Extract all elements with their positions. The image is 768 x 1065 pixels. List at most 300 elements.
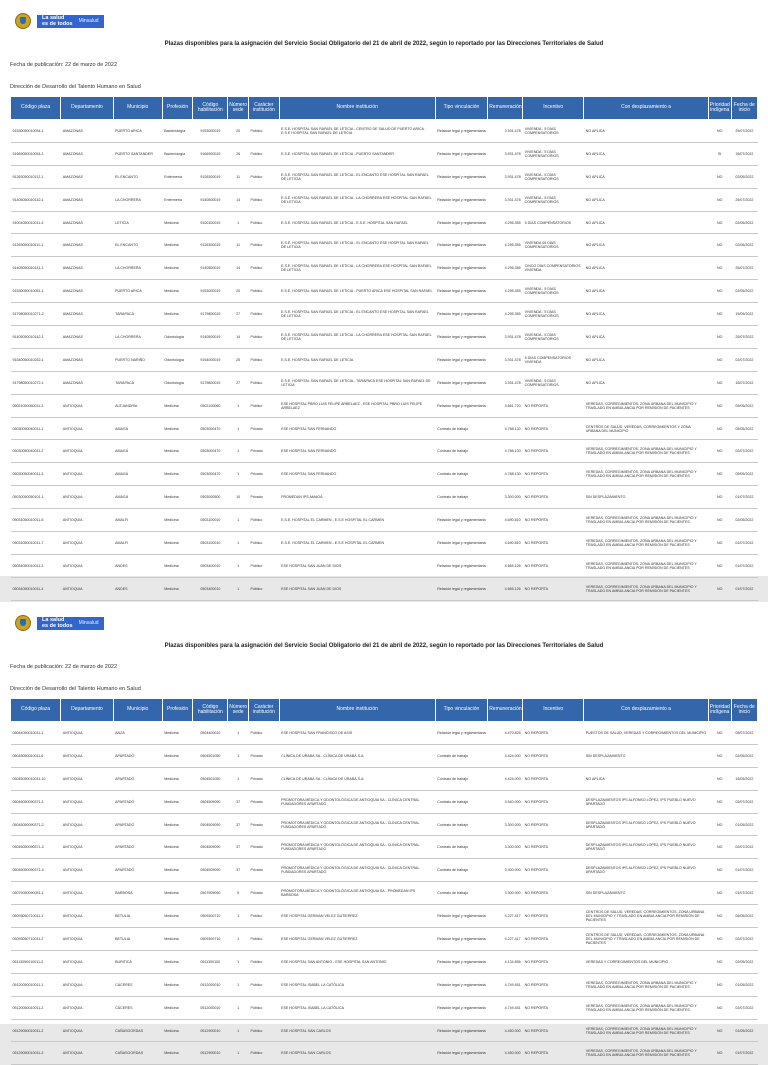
cell-incentivo: NO REPORTA	[523, 882, 584, 905]
cell-nombre-institucion: ESE HOSPITAL SAN FERNANDO	[279, 417, 435, 440]
column-header-departamento: Departamento	[61, 97, 113, 120]
cell-codigo-plaza: 05093050710011-1	[11, 905, 61, 928]
cell-codigo-plaza: 05030050040011-1	[11, 417, 61, 440]
directorate-name: Dirección de Desarrollo del Talento Humano en Salud	[10, 84, 141, 90]
cell-prioridad-indigena: NO	[708, 440, 731, 463]
table-row	[11, 371, 758, 394]
cell-caracter-institucion: Privado	[249, 417, 280, 440]
column-header-municipio: Municipio	[113, 699, 162, 722]
cell-profesion: Medicina	[162, 950, 193, 973]
column-header-prioridad-indigena: Prioridad indígena	[708, 699, 731, 722]
cell-incentivo: NO REPORTA	[523, 928, 584, 951]
cell-tipo-vinculacion: Contrato de trabajo	[435, 859, 487, 882]
cell-fecha-inicio: 01/07/2022	[731, 554, 757, 577]
cell-fecha-inicio: 05/05/2022	[731, 417, 757, 440]
cell-profesion: Medicina	[162, 882, 193, 905]
cell-codigo-habilitacion: 0512900010	[193, 1019, 228, 1042]
cell-nombre-institucion: E.S.E. HOSPITAL EL CARMEN - E.S.E HOSPITAL EL CARMEN	[279, 532, 435, 555]
cell-con-desplazamiento: DESPLAZAMIENTOS IPS ALFONSO LÓPEZ, IPS PUEBLO NUEVO APARTADÓ	[584, 790, 709, 813]
cell-profesion: Medicina	[162, 836, 193, 859]
cell-tipo-vinculacion: Relación legal y reglamentaria	[435, 211, 487, 234]
cell-codigo-habilitacion: 0504509090	[193, 813, 228, 836]
cell-tipo-vinculacion: Relación legal y reglamentaria	[435, 394, 487, 417]
cell-numero-sede: 5	[228, 882, 249, 905]
column-header-fecha-inicio: Fecha de inicio	[731, 699, 757, 722]
cell-numero-sede: 37	[228, 813, 249, 836]
cell-prioridad-indigena: NO	[708, 767, 731, 790]
cell-remuneracion: 4.450.000	[488, 1042, 523, 1065]
cell-caracter-institucion: Público	[249, 394, 280, 417]
ministry-name: Minsalud	[78, 18, 99, 24]
cell-incentivo: NO REPORTA	[523, 509, 584, 532]
cell-departamento: AMAZONAS	[61, 371, 113, 394]
cell-numero-sede: 1	[228, 1042, 249, 1065]
cell-incentivo: CINCO DÍAS COMPENSATORIOS VIVIENDA	[523, 257, 584, 280]
cell-profesion: Odontología	[162, 348, 193, 371]
cell-codigo-plaza: 91405050010141-1	[11, 257, 61, 280]
cell-numero-sede: 1	[228, 950, 249, 973]
cell-fecha-inicio: 05/05/2022	[731, 463, 757, 486]
cell-remuneracion: 3.931.478	[488, 120, 523, 143]
cell-profesion: Medicina	[162, 813, 193, 836]
cell-con-desplazamiento: SIN DESPLAZAMIENTO	[584, 486, 709, 509]
cell-remuneracion: 3.300.000	[488, 836, 523, 859]
cell-numero-sede: 1	[228, 463, 249, 486]
cell-remuneracion: 4.788.130	[488, 463, 523, 486]
cell-con-desplazamiento: VEREDAS, CORREGIMIENTOS, ZONA URBANA DEL MUNICIPIO Y TRASLADO EN AMBULANCIA POR REMISIÓN DE PACIENTES	[584, 1019, 709, 1042]
cell-tipo-vinculacion: Relación legal y reglamentaria	[435, 142, 487, 165]
cell-municipio: EL ENCANTO	[113, 165, 162, 188]
column-header-caracter-institucion: Carácter institución	[249, 699, 280, 722]
cell-con-desplazamiento: PUESTOS DE SALUD, VEREDAS Y CORREGIMIENTOS DEL MUNICIPIO	[584, 722, 709, 745]
cell-codigo-habilitacion: 9166900019	[193, 142, 228, 165]
cell-tipo-vinculacion: Contrato de trabajo	[435, 790, 487, 813]
cell-con-desplazamiento: NO APLICA	[584, 280, 709, 303]
cell-codigo-habilitacion: 9140500019	[193, 188, 228, 211]
cell-numero-sede: 14	[228, 188, 249, 211]
cell-codigo-plaza: 05129050010011-2	[11, 1019, 61, 1042]
cell-codigo-plaza: 05113050010011-2	[11, 950, 61, 973]
cell-caracter-institucion: Privado	[249, 859, 280, 882]
cell-codigo-plaza: 91263050010111-1	[11, 234, 61, 257]
cell-codigo-plaza: 05031050010011-5	[11, 509, 61, 532]
column-header-departamento: Departamento	[61, 699, 113, 722]
cell-remuneracion: 4.788.130	[488, 440, 523, 463]
cell-codigo-habilitacion: 0503000500	[193, 486, 228, 509]
table-row	[11, 142, 758, 165]
cell-prioridad-indigena: NO	[708, 790, 731, 813]
cell-con-desplazamiento: CENTROS DE SALUD, VEREDAS, CORREGIMIENTOS Y ZONA URBANA DEL MUNICIPIO	[584, 417, 709, 440]
cell-nombre-institucion: ESE HOSPITAL SAN JUAN DE DIOS	[279, 554, 435, 577]
cell-municipio: PUERTO NARIÑO	[113, 348, 162, 371]
cell-departamento: ANTIOQUIA	[61, 973, 113, 996]
cell-departamento: ANTIOQUIA	[61, 813, 113, 836]
cell-codigo-plaza: 05030050040011-2	[11, 440, 61, 463]
cell-caracter-institucion: Público	[249, 348, 280, 371]
cell-codigo-plaza: 91405050010142-1	[11, 326, 61, 349]
table-header-row	[11, 699, 758, 722]
cell-prioridad-indigena: NO	[708, 859, 731, 882]
cell-fecha-inicio: 02/05/2022	[731, 950, 757, 973]
cell-municipio: ALEJANDRÍA	[113, 394, 162, 417]
table-row	[11, 257, 758, 280]
cell-con-desplazamiento: NO APLICA	[584, 348, 709, 371]
table-row	[11, 859, 758, 882]
cell-incentivo: VIVIENDA - 5 DÍAS COMPENSATORIOS	[523, 326, 584, 349]
table-row	[11, 211, 758, 234]
cell-codigo-habilitacion: 9126300019	[193, 234, 228, 257]
cell-tipo-vinculacion: Relación legal y reglamentaria	[435, 280, 487, 303]
cell-profesion: Medicina	[162, 463, 193, 486]
cell-incentivo: NO REPORTA	[523, 744, 584, 767]
cell-profesion: Medicina	[162, 554, 193, 577]
cell-codigo-habilitacion: 0512000010	[193, 973, 228, 996]
cell-codigo-habilitacion: 0503000470	[193, 463, 228, 486]
cell-nombre-institucion: ESE HOSPITAL PBRO LUIS FELIPE ARBELAEZ - ESE HOSPITAL PBRO LUIS FELIPE ARBELAEZ	[279, 394, 435, 417]
cell-departamento: AMAZONAS	[61, 280, 113, 303]
cell-nombre-institucion: PROMOTORA MÉDICA Y ODONTOLÓGICA DE ANTIOQUIA SA - CLÍNICA CENTRAL FUNDADORES APARTADÓ	[279, 836, 435, 859]
column-header-remuneracion: Remuneración	[488, 97, 523, 120]
cell-con-desplazamiento: VEREDAS, CORREGIMIENTOS, ZONA URBANA DEL MUNICIPIO Y TRASLADO EN AMBULANCIA POR REMISIÓN DE PACIENTES	[584, 996, 709, 1019]
cell-caracter-institucion: Público	[249, 950, 280, 973]
cell-profesion: Medicina	[162, 234, 193, 257]
cell-caracter-institucion: Privado	[249, 813, 280, 836]
cell-municipio: APARTADÓ	[113, 790, 162, 813]
cell-prioridad-indigena: NO	[708, 348, 731, 371]
cell-codigo-plaza: 05120050010011-1	[11, 973, 61, 996]
cell-tipo-vinculacion: Relación legal y reglamentaria	[435, 950, 487, 973]
cell-fecha-inicio: 02/07/2022	[731, 836, 757, 859]
cell-codigo-habilitacion: 9140500019	[193, 257, 228, 280]
cell-nombre-institucion: ESE HOSPITAL ISABEL LA CATÓLICA	[279, 973, 435, 996]
cell-prioridad-indigena: NO	[708, 188, 731, 211]
cell-prioridad-indigena: NO	[708, 371, 731, 394]
cell-prioridad-indigena: NO	[708, 996, 731, 1019]
cell-numero-sede: 25	[228, 348, 249, 371]
directorate-name: Dirección de Desarrollo del Talento Humano en Salud	[10, 686, 141, 692]
cell-departamento: ANTIOQUIA	[61, 882, 113, 905]
cell-departamento: ANTIOQUIA	[61, 1042, 113, 1065]
cell-remuneracion: 4.295.355	[488, 303, 523, 326]
table-row	[11, 417, 758, 440]
cell-incentivo: VIVIENDA - 5 DÍAS COMPENSATORIOS	[523, 371, 584, 394]
cell-fecha-inicio: 25/07/2022	[731, 326, 757, 349]
cell-fecha-inicio: 01/05/2022	[731, 973, 757, 996]
cell-numero-sede: 14	[228, 326, 249, 349]
cell-remuneracion: 3.300.000	[488, 486, 523, 509]
cell-codigo-habilitacion: 0503100010	[193, 509, 228, 532]
cell-caracter-institucion: Público	[249, 577, 280, 600]
cell-departamento: ANTIOQUIA	[61, 859, 113, 882]
table-row	[11, 973, 758, 996]
cell-codigo-plaza: 91669050010054-1	[11, 142, 61, 165]
cell-fecha-inicio: 02/05/2022	[731, 234, 757, 257]
cell-tipo-vinculacion: Relación legal y reglamentaria	[435, 973, 487, 996]
cell-codigo-plaza: 91530050010051-1	[11, 280, 61, 303]
table-row	[11, 1019, 758, 1042]
cell-incentivo: NO REPORTA	[523, 836, 584, 859]
cell-remuneracion: 4.295.355	[488, 257, 523, 280]
cell-codigo-plaza: 91263050010112-1	[11, 165, 61, 188]
cell-incentivo: NO REPORTA	[523, 973, 584, 996]
cell-con-desplazamiento: NO APLICA	[584, 165, 709, 188]
cell-incentivo: NO REPORTA	[523, 859, 584, 882]
cell-nombre-institucion: ESE HOSPITAL ISABEL LA CATÓLICA	[279, 996, 435, 1019]
cell-codigo-plaza: 05129050010011-3	[11, 1042, 61, 1065]
cell-municipio: ANZÁ	[113, 722, 162, 745]
cell-codigo-habilitacion: 9126300019	[193, 165, 228, 188]
cell-caracter-institucion: Público	[249, 211, 280, 234]
cell-numero-sede: 26	[228, 142, 249, 165]
table-row	[11, 996, 758, 1019]
brand-line-2: es de todos	[42, 623, 73, 629]
cell-nombre-institucion: ESE HOSPITAL SAN FERNANDO	[279, 463, 435, 486]
cell-fecha-inicio: 02/05/2022	[731, 509, 757, 532]
cell-caracter-institucion: Público	[249, 188, 280, 211]
column-header-prioridad-indigena: Prioridad indígena	[708, 97, 731, 120]
cell-caracter-institucion: Público	[249, 1019, 280, 1042]
column-header-incentivo: Incentivo	[523, 97, 584, 120]
publication-date: Fecha de publicación: 22 de marzo de 2022	[10, 62, 118, 68]
cell-fecha-inicio: 02/07/2022	[731, 440, 757, 463]
cell-profesion: Medicina	[162, 280, 193, 303]
cell-caracter-institucion: Público	[249, 280, 280, 303]
brand-badge	[37, 617, 104, 630]
cell-nombre-institucion: E.S.E. HOSPITAL SAN RAFAEL DE LETICIA - EL ENCANTO ESE HOSPITAL SAN RAFAEL DE LETICIA	[279, 165, 435, 188]
cell-remuneracion: 3.931.478	[488, 326, 523, 349]
cell-fecha-inicio: 01/07/2022	[731, 486, 757, 509]
cell-municipio: ANDES	[113, 554, 162, 577]
cell-departamento: AMAZONAS	[61, 303, 113, 326]
cell-caracter-institucion: Público	[249, 905, 280, 928]
column-header-codigo-plaza: Código plaza	[11, 97, 61, 120]
cell-numero-sede: 1	[228, 996, 249, 1019]
cell-fecha-inicio: 25/07/2022	[731, 120, 757, 143]
cell-codigo-habilitacion: 0504501050	[193, 767, 228, 790]
cell-con-desplazamiento: VEREDAS, CORREGIMIENTOS, ZONA URBANA DEL MUNICIPIO Y TRASLADO EN AMBULANCIA POR REMISIÓN DE PACIENTES	[584, 554, 709, 577]
table-row	[11, 188, 758, 211]
cell-municipio: PUERTO ARICA	[113, 120, 162, 143]
cell-departamento: ANTIOQUIA	[61, 509, 113, 532]
cell-fecha-inicio: 02/07/2022	[731, 348, 757, 371]
cell-remuneracion: 4.788.130	[488, 417, 523, 440]
cell-con-desplazamiento: DESPLAZAMIENTOS IPS ALFONSO LÓPEZ, IPS PUEBLO NUEVO APARTADÓ	[584, 859, 709, 882]
header-logo	[15, 13, 104, 29]
cell-con-desplazamiento: VEREDAS, CORREGIMIENTOS, ZONA URBANA DEL MUNICIPIO Y TRASLADO EN AMBULANCIA POR REMISIÓN DE PACIENTES	[584, 394, 709, 417]
cell-nombre-institucion: CLÍNICA DE URABÁ SA - CLÍNICA DE URABÁ S.A.	[279, 767, 435, 790]
cell-prioridad-indigena: NO	[708, 486, 731, 509]
cell-tipo-vinculacion: Relación legal y reglamentaria	[435, 303, 487, 326]
cell-incentivo: 5 DÍAS COMPENSATORIOS VIVIENDA	[523, 348, 584, 371]
cell-municipio: AMALFI	[113, 509, 162, 532]
cell-nombre-institucion: E.S.E. HOSPITAL SAN RAFAEL DE LETICIA - PUERTO ARICA ESE HOSPITAL SAN RAFAEL	[279, 280, 435, 303]
coat-of-arms-icon	[15, 13, 31, 29]
cell-profesion: Medicina	[162, 996, 193, 1019]
cell-profesion: Medicina	[162, 257, 193, 280]
column-header-codigo-habilitacion: Código habilitación	[193, 699, 228, 722]
cell-codigo-plaza: 05045050090371-1	[11, 790, 61, 813]
cell-prioridad-indigena: SI	[708, 142, 731, 165]
cell-codigo-plaza: 91001050010011-3	[11, 211, 61, 234]
cell-numero-sede: 1	[228, 394, 249, 417]
cell-departamento: AMAZONAS	[61, 211, 113, 234]
cell-profesion: Medicina	[162, 744, 193, 767]
cell-municipio: ANDES	[113, 577, 162, 600]
cell-prioridad-indigena: NO	[708, 973, 731, 996]
cell-remuneracion: 3.300.000	[488, 813, 523, 836]
cell-municipio: CÁCERES	[113, 973, 162, 996]
cell-numero-sede: 20	[228, 280, 249, 303]
cell-departamento: ANTIOQUIA	[61, 950, 113, 973]
cell-codigo-plaza: 05045050090371-3	[11, 836, 61, 859]
table-row	[11, 326, 758, 349]
cell-departamento: ANTIOQUIA	[61, 440, 113, 463]
cell-fecha-inicio: 01/07/2022	[731, 859, 757, 882]
document-title: Plazas disponibles para la asignación del Servicio Social Obligatorio del 21 de abril de 2022, según lo reportado por las Direcciones Territoriales de Salud	[164, 643, 604, 649]
cell-departamento: AMAZONAS	[61, 188, 113, 211]
cell-caracter-institucion: Público	[249, 928, 280, 951]
cell-codigo-habilitacion: 0504400010	[193, 722, 228, 745]
cell-profesion: Bacteriología	[162, 120, 193, 143]
cell-tipo-vinculacion: Relación legal y reglamentaria	[435, 554, 487, 577]
cell-con-desplazamiento: NO APLICA	[584, 188, 709, 211]
brand-line-1: La salud	[42, 15, 65, 21]
cell-caracter-institucion: Público	[249, 234, 280, 257]
cell-profesion: Odontología	[162, 326, 193, 349]
cell-profesion: Enfermería	[162, 165, 193, 188]
cell-tipo-vinculacion: Relación legal y reglamentaria	[435, 722, 487, 745]
cell-profesion: Medicina	[162, 486, 193, 509]
cell-codigo-habilitacion: 9179800019	[193, 303, 228, 326]
table-row	[11, 882, 758, 905]
cell-profesion: Medicina	[162, 509, 193, 532]
cell-incentivo: NO REPORTA	[523, 1019, 584, 1042]
table-row	[11, 790, 758, 813]
table-row	[11, 440, 758, 463]
cell-numero-sede: 1	[228, 744, 249, 767]
cell-profesion: Medicina	[162, 928, 193, 951]
cell-incentivo: NO REPORTA	[523, 722, 584, 745]
cell-tipo-vinculacion: Contrato de trabajo	[435, 813, 487, 836]
column-header-municipio: Municipio	[113, 97, 162, 120]
cell-fecha-inicio: 05/05/2022	[731, 905, 757, 928]
cell-codigo-habilitacion: 0511300100	[193, 950, 228, 973]
plazas-table	[10, 96, 758, 601]
cell-fecha-inicio: 25/07/2022	[731, 257, 757, 280]
cell-municipio: LA CHORRERA	[113, 257, 162, 280]
cell-tipo-vinculacion: Relación legal y reglamentaria	[435, 326, 487, 349]
cell-remuneracion: 4.295.355	[488, 234, 523, 257]
cell-departamento: AMAZONAS	[61, 142, 113, 165]
cell-remuneracion: 4.424.000	[488, 767, 523, 790]
table-row	[11, 577, 758, 600]
cell-profesion: Medicina	[162, 767, 193, 790]
cell-tipo-vinculacion: Contrato de trabajo	[435, 486, 487, 509]
cell-con-desplazamiento: NO APLICA	[584, 303, 709, 326]
cell-prioridad-indigena: NO	[708, 303, 731, 326]
cell-profesion: Medicina	[162, 417, 193, 440]
cell-con-desplazamiento: NO APLICA	[584, 120, 709, 143]
cell-departamento: AMAZONAS	[61, 165, 113, 188]
cell-profesion: Medicina	[162, 1042, 193, 1065]
cell-departamento: ANTIOQUIA	[61, 1019, 113, 1042]
cell-tipo-vinculacion: Relación legal y reglamentaria	[435, 120, 487, 143]
table-row	[11, 905, 758, 928]
cell-codigo-plaza: 05079050090051-1	[11, 882, 61, 905]
cell-profesion: Medicina	[162, 905, 193, 928]
cell-nombre-institucion: E.S.E. HOSPITAL SAN RAFAEL DE LETICIA - EL ENCANTO ESE HOSPITAL SAN RAFAEL DE LETICIA	[279, 234, 435, 257]
cell-caracter-institucion: Privado	[249, 440, 280, 463]
column-header-numero-sede: Número sede	[228, 97, 249, 120]
cell-codigo-habilitacion: 0503400010	[193, 577, 228, 600]
cell-nombre-institucion: E.S.E. HOSPITAL SAN RAFAEL DE LETICIA - CENTRO DE SALUD DE PUERTO ARICA - E.S.E HOSPITAL SAN RAFAEL DE LETICIA	[279, 120, 435, 143]
cell-departamento: AMAZONAS	[61, 120, 113, 143]
cell-incentivo: NO REPORTA	[523, 394, 584, 417]
cell-prioridad-indigena: NO	[708, 165, 731, 188]
cell-remuneracion: 3.931.478	[488, 165, 523, 188]
cell-codigo-habilitacion: 0504509090	[193, 836, 228, 859]
column-header-profesion: Profesión	[162, 699, 193, 722]
cell-profesion: Odontología	[162, 371, 193, 394]
table-row	[11, 744, 758, 767]
cell-fecha-inicio: 15/07/2022	[731, 142, 757, 165]
cell-caracter-institucion: Privado	[249, 486, 280, 509]
cell-incentivo: NO REPORTA	[523, 417, 584, 440]
table-row	[11, 394, 758, 417]
cell-departamento: ANTIOQUIA	[61, 554, 113, 577]
cell-codigo-plaza: 91798050010272-1	[11, 371, 61, 394]
cell-tipo-vinculacion: Relación legal y reglamentaria	[435, 257, 487, 280]
cell-codigo-habilitacion: 0503000470	[193, 440, 228, 463]
cell-incentivo: NO REPORTA	[523, 577, 584, 600]
cell-codigo-plaza: 05045050090371-2	[11, 813, 61, 836]
cell-incentivo: NO REPORTA	[523, 905, 584, 928]
cell-tipo-vinculacion: Relación legal y reglamentaria	[435, 234, 487, 257]
column-header-incentivo: Incentivo	[523, 699, 584, 722]
cell-nombre-institucion: E.S.E. HOSPITAL EL CARMEN - E.S.E HOSPITAL EL CARMEN	[279, 509, 435, 532]
cell-con-desplazamiento: DESPLAZAMIENTOS IPS ALFONSO LÓPEZ, IPS PUEBLO NUEVO APARTADÓ	[584, 813, 709, 836]
cell-con-desplazamiento: VEREDAS, CORREGIMIENTOS, ZONA URBANA DEL MUNICIPIO Y TRASLADO EN AMBULANCIA POR REMISIÓN DE PACIENTES	[584, 440, 709, 463]
cell-municipio: AMALFI	[113, 532, 162, 555]
cell-caracter-institucion: Público	[249, 1042, 280, 1065]
cell-fecha-inicio: 02/07/2022	[731, 996, 757, 1019]
cell-nombre-institucion: ESE HOSPITAL SAN CARLOS	[279, 1019, 435, 1042]
cell-municipio: APARTADÓ	[113, 836, 162, 859]
column-header-profesion: Profesión	[162, 97, 193, 120]
cell-profesion: Medicina	[162, 577, 193, 600]
cell-nombre-institucion: PROMOTORA MÉDICA Y ODONTOLÓGICA DE ANTIOQUIA SA - CLÍNICA CENTRAL FUNDADORES APARTADÓ	[279, 813, 435, 836]
cell-codigo-habilitacion: 0509300710	[193, 905, 228, 928]
cell-caracter-institucion: Público	[249, 996, 280, 1019]
cell-municipio: LETICIA	[113, 211, 162, 234]
cell-fecha-inicio: 05/07/2022	[731, 722, 757, 745]
cell-tipo-vinculacion: Contrato de trabajo	[435, 882, 487, 905]
cell-con-desplazamiento: DESPLAZAMIENTOS IPS ALFONSO LÓPEZ, IPS PUEBLO NUEVO APARTADÓ	[584, 836, 709, 859]
cell-con-desplazamiento: NO APLICA	[584, 142, 709, 165]
cell-caracter-institucion: Público	[249, 371, 280, 394]
table-row	[11, 928, 758, 951]
cell-caracter-institucion: Público	[249, 303, 280, 326]
cell-prioridad-indigena: NO	[708, 905, 731, 928]
cell-departamento: ANTIOQUIA	[61, 394, 113, 417]
cell-numero-sede: 1	[228, 1019, 249, 1042]
cell-prioridad-indigena: NO	[708, 744, 731, 767]
cell-tipo-vinculacion: Relación legal y reglamentaria	[435, 996, 487, 1019]
cell-prioridad-indigena: NO	[708, 813, 731, 836]
column-header-codigo-habilitacion: Código habilitación	[193, 97, 228, 120]
cell-prioridad-indigena: NO	[708, 280, 731, 303]
cell-prioridad-indigena: NO	[708, 509, 731, 532]
